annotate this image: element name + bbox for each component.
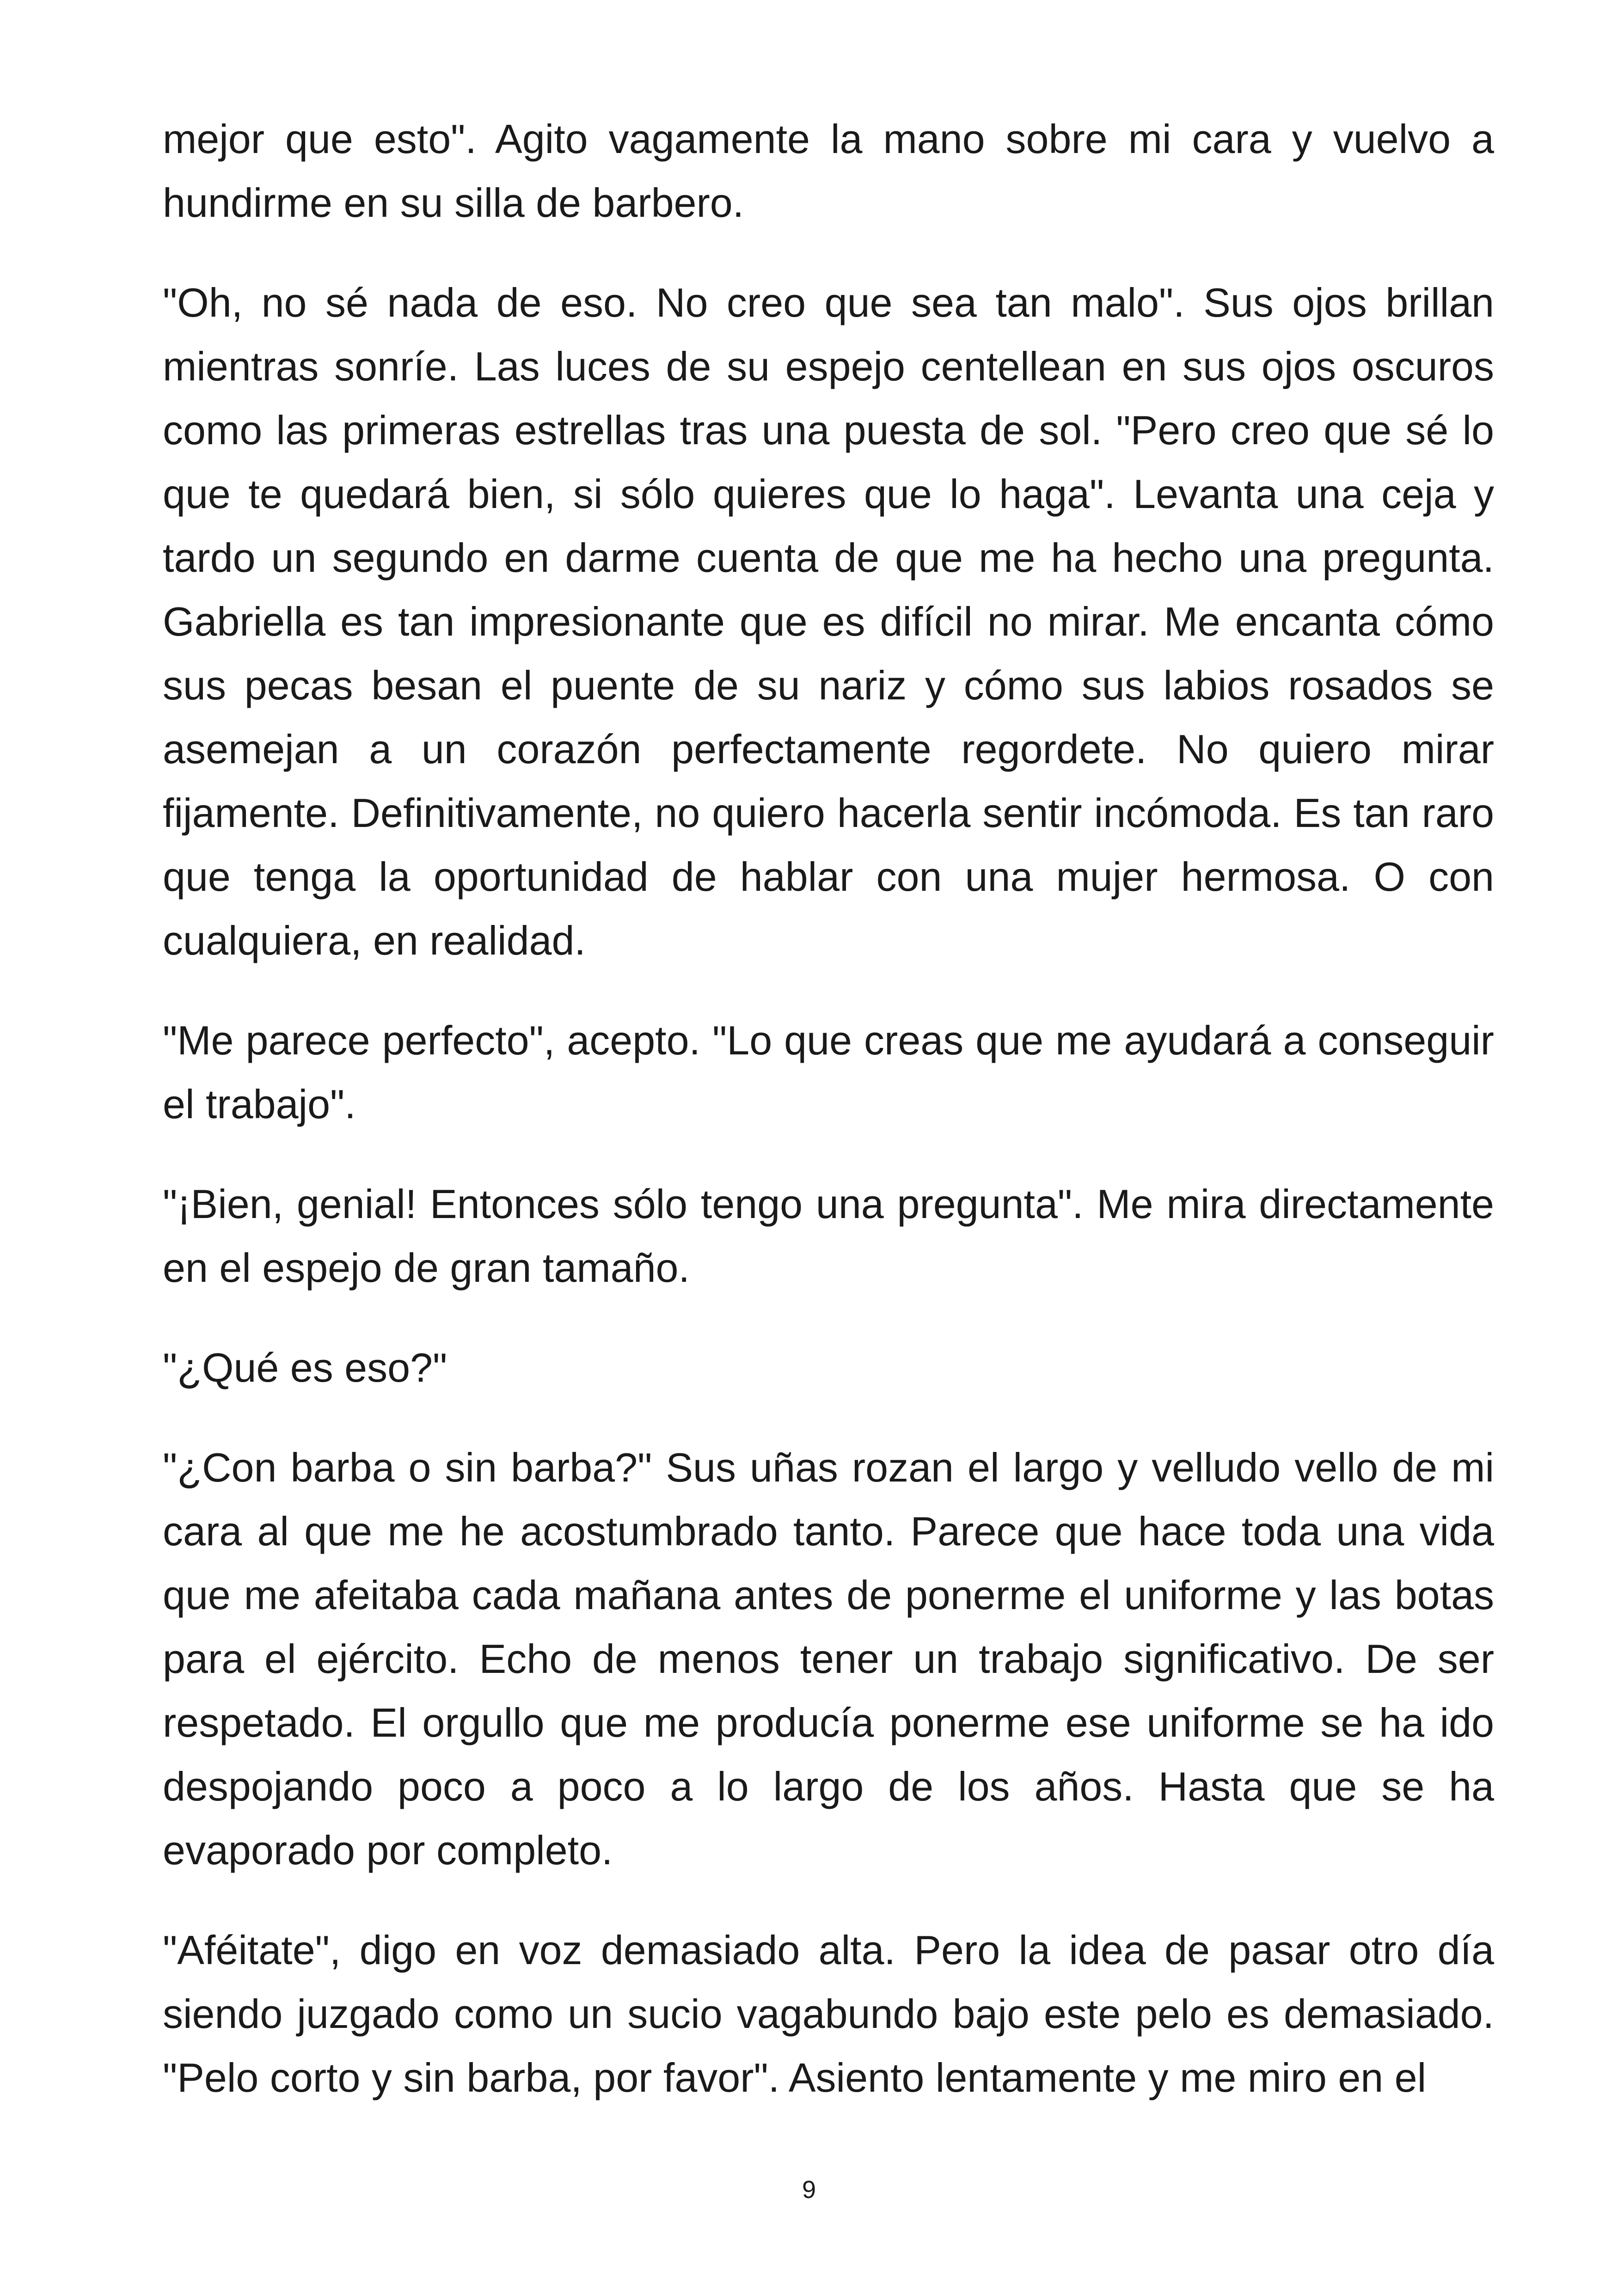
- paragraph-7: "Aféitate", digo en voz demasiado alta. Pero la idea de pasar otro día siendo juzgado como un sucio vagabundo bajo este pelo es demasiado. "Pelo corto y sin barba, por favor". Asiento lentamente y me miro en el: [163, 1927, 1494, 2100]
- body-text: [163, 107, 1494, 2146]
- paragraph-5: "¿Qué es eso?": [163, 1345, 447, 1390]
- paragraph-4: "¡Bien, genial! Entonces sólo tengo una pregunta". Me mira directamente en el espejo de gran tamaño.: [163, 1181, 1494, 1291]
- paragraph-2: "Oh, no sé nada de eso. No creo que sea tan malo". Sus ojos brillan mientras sonríe. Las luces de su espejo centellean en sus ojos oscuros como las primeras estrellas tras una puesta de sol. "Pero creo que sé lo que te quedará bien, si sólo quieres que lo haga". Levanta una ceja y tardo un segundo en darme cuenta de que me ha hecho una pregunta. Gabriella es tan impresionante que es difícil no mirar. Me encanta cómo sus pecas besan el puente de su nariz y cómo sus labios rosados se asemejan a un corazón perfectamente regordete. No quiero mirar fijamente. Definitivamente, no quiero hacerla sentir incómoda. Es tan raro que tenga la oportunidad de hablar con una mujer hermosa. O con cualquiera, en realidad.: [163, 280, 1494, 963]
- paragraph-6: "¿Con barba o sin barba?" Sus uñas rozan el largo y velludo vello de mi cara al que me he acostumbrado tanto. Parece que hace toda una vida que me afeitaba cada mañana antes de ponerme el uniforme y las botas para el ejército. Echo de menos tener un trabajo significativo. De ser respetado. El orgullo que me producía ponerme ese uniforme se ha ido despojando poco a poco a lo largo de los años. Hasta que se ha evaporado por completo.: [163, 1445, 1494, 1873]
- paragraph-3: "Me parece perfecto", acepto. "Lo que creas que me ayudará a conseguir el trabajo".: [163, 1017, 1494, 1127]
- paragraph-1: mejor que esto". Agito vagamente la mano sobre mi cara y vuelvo a hundirme en su silla de barbero.: [163, 116, 1494, 226]
- page-number: 9: [802, 2176, 816, 2204]
